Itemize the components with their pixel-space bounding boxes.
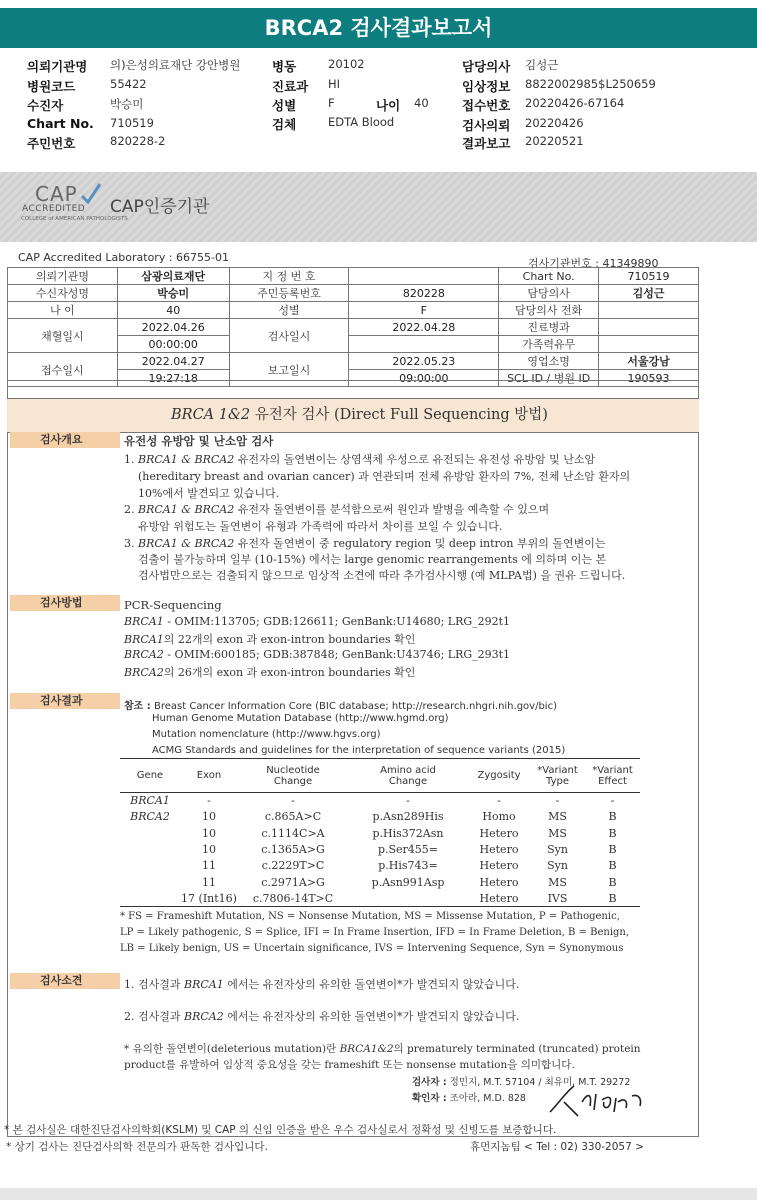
label-sex: 성별 (229, 302, 349, 319)
header-label-clinical-info: 임상정보 (462, 79, 511, 94)
value-test-time (349, 336, 499, 353)
findings-note-1: * 유의한 돌연변이(deleterious mutation)란 BRCA1&2의 prematurely terminated (truncated) protein (124, 1043, 641, 1055)
value-doctor: 김성근 (599, 285, 699, 302)
header-value-ward: 20102 (328, 57, 365, 71)
table-row: 11 c.2229T>C p.His743= Hetero Syn B (202, 859, 617, 873)
header-value-request-date: 20220426 (525, 116, 584, 130)
col-variant-effect: *Variant Effect (585, 759, 640, 793)
table-row: 10 c.1114C>A p.His372Asn Hetero MS B (202, 826, 617, 840)
value-receipt-date: 2022.04.27 (117, 353, 229, 370)
result-ref-2: Human Genome Mutation Database (http://www.hgmd.org) (152, 713, 449, 724)
cap-logo-accredited: ACCREDITED (22, 204, 86, 214)
label-branch: 영업소명 (499, 353, 599, 370)
section-tag-result: 검사결과 (10, 693, 120, 709)
value-receipt-time: 19:27:18 (117, 370, 229, 387)
label-report: 보고일시 (229, 353, 349, 387)
cap-logo-college: COLLEGE of AMERICAN PATHOLOGISTS (21, 216, 128, 222)
header-label-age: 나이 (376, 98, 401, 113)
label-scl: SCL ID / 병원 ID (499, 370, 599, 387)
header-label-receipt-no: 접수번호 (462, 98, 511, 113)
table-row: 11 c.2971A>G p.Asn991Asp Hetero MS B (202, 875, 617, 889)
label-chart: Chart No. (499, 268, 599, 285)
col-gene: Gene (120, 759, 180, 793)
value-rrn: 820228 (349, 285, 499, 302)
col-variant-type: *Variant Type (530, 759, 585, 793)
value-report-date: 2022.05.23 (349, 353, 499, 370)
header-value-specimen: EDTA Blood (328, 115, 395, 129)
header-label-specimen: 검체 (272, 117, 297, 132)
value-scl: 190593 (599, 370, 699, 387)
value-test-date: 2022.04.28 (349, 319, 499, 336)
label-family: 가족력유무 (499, 336, 599, 353)
section-tag-findings: 검사소견 (10, 973, 120, 989)
lab-request-number: 검사기관번호 : 41349890 (528, 257, 659, 270)
cap-banner (0, 172, 757, 242)
label-doctor-phone: 담당의사 전화 (499, 302, 599, 319)
specialist-note: * 상기 검사는 진단검사의학 전문의가 판독한 검사입니다. (6, 1141, 268, 1153)
legend-line-2: LP = Likely pathogenic, S = Splice, IFI = In Frame Insertion, IFD = In Frame Deletion, B = Benign, (120, 927, 630, 938)
header-label-ward: 병동 (272, 59, 297, 74)
header-label-sex: 성별 (272, 98, 297, 113)
overview-line-4: 2. BRCA1 & BRCA2 유전자 돌연변이를 분석함으로써 원인과 발병을 예측할 수 있으며 (124, 503, 550, 516)
header-label-report-date: 결과보고 (462, 136, 511, 151)
report-title: BRCA2 검사결과보고서 (0, 8, 757, 48)
bottom-strip (0, 1188, 757, 1200)
col-amino-acid: Amino acid Change (348, 759, 468, 793)
table-row: BRCA2 10 c.865A>C p.Asn289His Homo MS B (130, 810, 617, 824)
legend-line-3: LB = Likely benign, US = Uncertain significance, IVS = Intervening Sequence, Syn = Synonymous (120, 943, 624, 954)
header-value-report-date: 20220521 (525, 134, 584, 148)
header-label-patient: 수진자 (27, 98, 64, 113)
table-row: BRCA1 - - - - - - (130, 794, 615, 808)
label-age: 나 이 (8, 302, 118, 319)
value-collection-time: 00:00:00 (117, 336, 229, 353)
overview-line-5: 유방암 위험도는 돌연변이 유형과 가족력에 따라서 차이를 보일 수 있습니다. (138, 520, 503, 533)
cap-lab-number: CAP Accredited Laboratory : 66755-01 (18, 251, 229, 264)
findings-note-2: product를 유발하여 임상적 중요성을 갖는 frameshift 또는 nonsense mutation을 의미합니다. (124, 1059, 575, 1071)
value-doctor-phone (599, 302, 699, 319)
header-label-institution: 의뢰기관명 (27, 59, 88, 74)
overview-line-2: (hereditary breast and ovarian cancer) 과 연관되며 전체 유방암 환자의 7%, 전체 난소암 환자의 (138, 470, 631, 483)
method-line-2: BRCA1의 22개의 exon 과 exon-intron boundaries 확인 (124, 633, 416, 646)
header-value-hospital-code: 55422 (110, 77, 147, 91)
header-label-department: 진료과 (272, 79, 309, 94)
overview-line-6: 3. BRCA1 & BRCA2 유전자 돌연변이 중 regulatory region 및 deep intron 부위의 돌연변이는 (124, 537, 606, 550)
value-recipient: 박승미 (117, 285, 229, 302)
contact-info: 휴먼지놈팀 < Tel : 02) 330-2057 > (470, 1141, 644, 1153)
value-chart: 710519 (599, 268, 699, 285)
header-label-request-date: 검사의뢰 (462, 118, 511, 133)
tester-line: 검사자 : 정민지, M.T. 57104 / 최유미, M.T. 29272 (412, 1077, 631, 1088)
cap-logo-word: CAP (35, 182, 78, 206)
label-designated: 지 정 번 호 (229, 268, 349, 285)
header-value-chart: 710519 (110, 116, 154, 130)
legend-line-1: * FS = Frameshift Mutation, NS = Nonsense Mutation, MS = Missense Mutation, P = Pathogenic, (120, 911, 620, 922)
value-sex: F (349, 302, 499, 319)
overview-line-3: 10%에서 발견되고 있습니다. (138, 487, 280, 500)
label-dept: 진료병과 (499, 319, 599, 336)
label-rrn: 주민등록번호 (229, 285, 349, 302)
cap-check-icon (80, 180, 102, 206)
label-test-date: 검사일시 (229, 319, 349, 353)
section-tag-method: 검사방법 (10, 595, 120, 611)
variant-table (120, 758, 640, 907)
header-value-rrn: 820228-2 (110, 134, 166, 148)
value-branch: 서울강남 (599, 353, 699, 370)
result-ref-3: Mutation nomenclature (http://www.hgvs.org) (152, 729, 381, 740)
value-age: 40 (117, 302, 229, 319)
label-receipt: 접수일시 (8, 353, 118, 387)
overview-line-1: 1. BRCA1 & BRCA2 유전자의 돌연변이는 상염색체 우성으로 유전되는 유전성 유방암 및 난소암 (124, 453, 596, 466)
table-row: 17 (Int16) c.7806-14T>C Hetero IVS B (120, 890, 640, 906)
overview-line-7: 검출이 불가능하며 일부 (10-15%) 에서는 large genomic rearrangements 에 의하며 이는 본 (138, 553, 607, 566)
signature-image (548, 1082, 652, 1118)
value-report-time: 09:00:00 (349, 370, 499, 387)
findings-line-2: 2. 검사결과 BRCA2 에서는 유전자상의 유의한 돌연변이*가 발견되지 않았습니다. (124, 1010, 520, 1023)
cap-certified-label: CAP인증기관 (110, 197, 210, 217)
subtitle-gene: BRCA 1&2 (171, 407, 251, 423)
value-designated (349, 268, 499, 285)
header-label-hospital-code: 병원코드 (27, 79, 76, 94)
result-ref-1: 참조 : Breast Cancer Information Core (BIC database; http://research.nhgri.nih.gov/bic) (124, 701, 557, 712)
patient-info-table (7, 267, 699, 387)
header-label-chart: Chart No. (27, 116, 94, 131)
value-collection-date: 2022.04.26 (117, 319, 229, 336)
header-value-sex: F (328, 96, 335, 110)
result-ref-4: ACMG Standards and guidelines for the interpretation of sequence variants (2015) (152, 745, 566, 756)
label-institution: 의뢰기관명 (8, 268, 118, 285)
header-value-doctor: 김성근 (525, 58, 559, 72)
certification-note: * 본 검사실은 대한진단검사의학회(KSLM) 및 CAP 의 신임 인증을 받은 우수 검사실로서 정확성 및 신빙도를 보증합니다. (4, 1124, 557, 1136)
subtitle-rest: 유전자 검사 (Direct Full Sequencing 방법) (250, 407, 548, 423)
overview-heading: 유전성 유방암 및 난소암 검사 (124, 434, 274, 448)
value-dept (599, 319, 699, 336)
table-row: 10 c.1365A>G p.Ser455= Hetero Syn B (202, 843, 617, 857)
header-value-clinical-info: 8822002985$L250659 (525, 77, 656, 91)
header-label-rrn: 주민번호 (27, 136, 76, 151)
header-label-doctor: 담당의사 (462, 59, 511, 74)
label-recipient: 수신자성명 (8, 285, 118, 302)
header-value-receipt-no: 20220426-67164 (525, 96, 625, 110)
method-line-3: BRCA2 - OMIM:600185; GDB:387848; GenBank:U43746; LRG_293t1 (124, 648, 511, 661)
col-zygosity: Zygosity (468, 759, 530, 793)
method-line-1: BRCA1 - OMIM:113705; GDB:126611; GenBank:U14680; LRG_292t1 (124, 615, 511, 628)
label-collection: 채혈일시 (8, 319, 118, 353)
section-tag-overview: 검사개요 (10, 432, 120, 448)
col-exon: Exon (180, 759, 238, 793)
method-heading: PCR-Sequencing (124, 598, 222, 612)
col-nucleotide: Nucleotide Change (238, 759, 348, 793)
confirm-line: 확인자 : 조아라, M.D. 828 (412, 1093, 526, 1104)
header-value-patient: 박승미 (110, 97, 144, 111)
report-subtitle (7, 398, 699, 433)
method-line-4: BRCA2의 26개의 exon 과 exon-intron boundaries 확인 (124, 666, 416, 679)
overview-line-8: 검사법만으로는 검출되지 않으므로 임상적 소견에 따라 추가검사시행 (예 MLPA법) 을 권유 드립니다. (138, 569, 626, 582)
value-institution: 삼광의료재단 (117, 268, 229, 285)
header-value-age: 40 (414, 96, 429, 110)
header-value-institution: 의)은성의료재단 강안병원 (110, 58, 241, 72)
value-family (599, 336, 699, 353)
header-value-department: HI (328, 77, 341, 91)
label-doctor: 담당의사 (499, 285, 599, 302)
findings-line-1: 1. 검사결과 BRCA1 에서는 유전자상의 유의한 돌연변이*가 발견되지 않았습니다. (124, 978, 520, 991)
